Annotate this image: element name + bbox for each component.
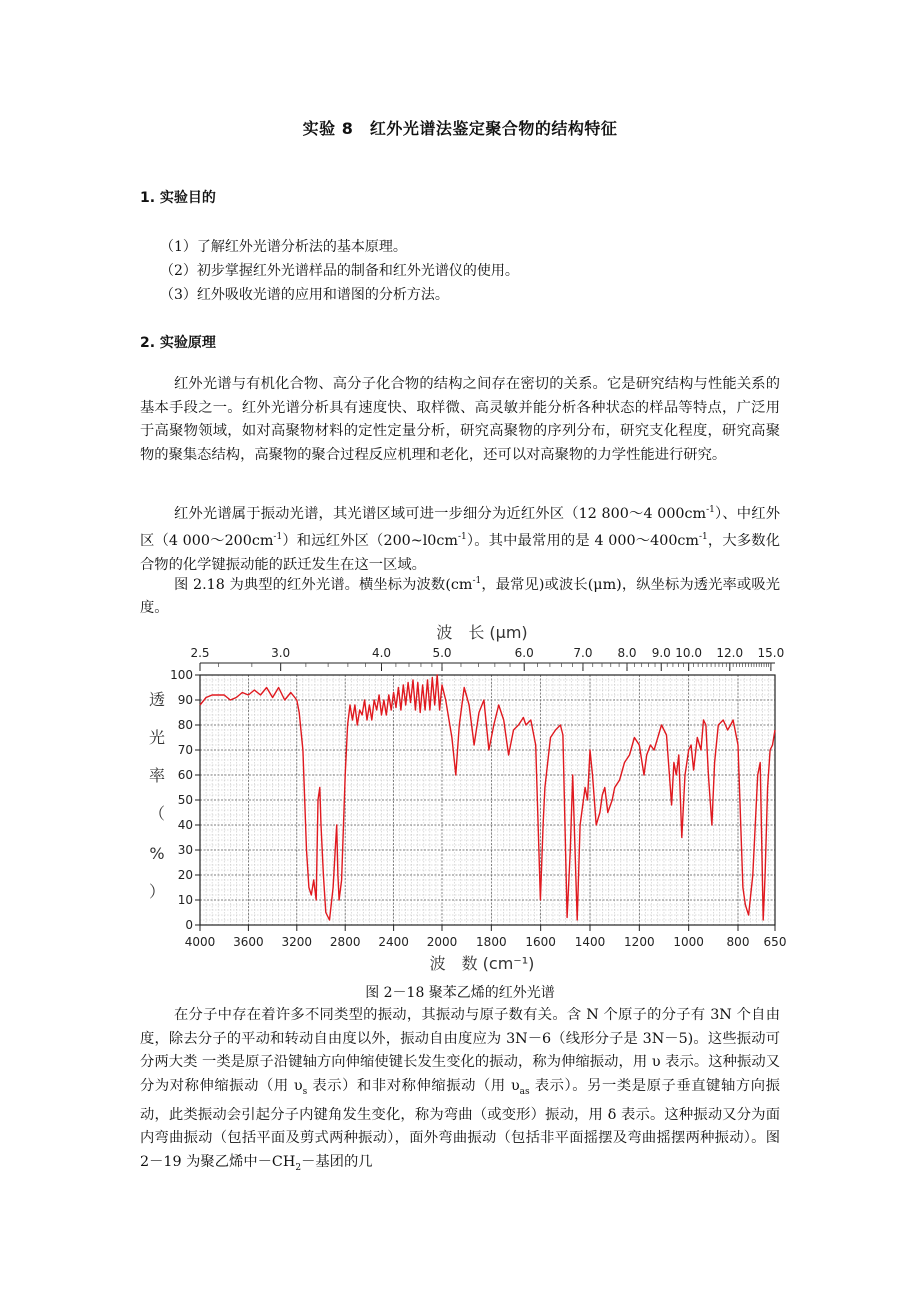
x-tick-label: 1000 [673, 935, 704, 949]
x-tick-label: 2800 [329, 935, 361, 949]
top-tick-label: 10.0 [675, 646, 703, 660]
x-tick-label: 3600 [233, 935, 264, 949]
y-tick-label: 40 [177, 818, 193, 832]
y-axis-label-char: % [149, 844, 165, 863]
purpose-item-2: （2）初步掌握红外光谱样品的制备和红外光谱仪的使用。 [160, 263, 519, 279]
top-tick-label: 4.0 [371, 646, 392, 660]
y-tick-label: 20 [177, 868, 193, 882]
x-tick-label: 650 [763, 935, 787, 949]
x-tick-label: 4000 [184, 935, 216, 949]
principle-paragraph-1: 红外光谱与有机化合物、高分子化合物的结构之间存在密切的关系。它是研究结构与性能关系的基本手段之一。红外光谱分析具有速度快、取样微、高灵敏并能分析各种状态的样品等特点，广泛用于高聚物领域，如对高聚物材料的定性定量分析，研究高聚物的序列分布，研究支化程度，研究高聚物的聚集态结构，高聚物的聚合过程反应机理和老化，还可以对高聚物的力学性能进行研究。 [140, 376, 780, 463]
x-tick-label: 2000 [426, 935, 458, 949]
chart-y-axis-label [149, 690, 165, 901]
x-tick-label: 3200 [281, 935, 313, 949]
purpose-item-1: （1）了解红外光谱分析法的基本原理。 [160, 239, 407, 255]
y-axis-label-char: 光 [148, 728, 166, 747]
principle-paragraph-3: 图 2.18 为典型的红外光谱。横坐标为波数($cm^{-1}$，最常见)或波长(μm)，纵坐标为透光率或吸光度。 [140, 576, 780, 617]
y-tick-label: 70 [177, 743, 193, 757]
y-tick-label: 80 [177, 718, 193, 732]
x-tick-label: 1200 [624, 935, 655, 949]
chart-x-ticks [185, 925, 787, 949]
top-tick-label: 2.5 [190, 646, 210, 660]
y-axis-label-char: （ [148, 804, 166, 823]
top-tick-label: 15.0 [757, 646, 785, 660]
figure-caption: 图 2－18 聚苯乙烯的红外光谱 [365, 985, 555, 1001]
y-axis-label-char: ） [148, 882, 166, 901]
page-title: 实验 8 红外光谱法鉴定聚合物的结构特征 [302, 119, 618, 138]
x-tick-label: 800 [726, 935, 750, 949]
top-tick-label: 5.0 [432, 646, 452, 660]
y-axis-label-char: 透 [148, 690, 166, 709]
chart-top-ticks [190, 646, 784, 671]
x-tick-label: 1400 [574, 935, 606, 949]
top-tick-label: 7.0 [573, 646, 593, 660]
principle-paragraph-2: 红外光谱属于振动光谱，其光谱区域可进一步细分为近红外区（12 800～4 $000cm^{-1}$）、中红外区（4 $000\sim 200cm^{-1}$）和远红外区$(200\sim l0cm^{-1})$。其中最常用的是 4 $000\sim 400cm^{-1}$，大多数化合物的化学键振动能的跃迁发生在这一区域。 [140, 505, 781, 573]
chart-top-axis-label: 波 长 (μm) [436, 623, 528, 642]
top-tick-label: 12.0 [716, 646, 744, 660]
x-tick-label: 2400 [378, 935, 409, 949]
y-tick-label: 10 [177, 893, 193, 907]
top-tick-label: 8.0 [617, 646, 637, 660]
chart-y-ticks [170, 668, 200, 932]
x-tick-label: 1600 [525, 935, 556, 949]
y-tick-label: 90 [177, 693, 193, 707]
section-heading-principle: 2. 实验原理 [140, 335, 216, 351]
principle-paragraph-4: 在分子中存在着许多不同类型的振动，其振动与原子数有关。含 N 个原子的分子有 3N 个自由度，除去分子的平动和转动自由度以外，振动自由度应为 3N－6（线形分子是 3N－5)。这些振动可分两大类 一类是原子沿键轴方向伸缩使键长发生变化的振动，称为伸缩振动，用 υ 表示。这种振动又分为对称伸缩振动（用 $\upsilon_s$ 表示）和非对称伸缩振动（用 $\upsilon_{as}$ 表示）。另一类是原子垂直键轴方向振动，此类振动会引起分子内键角发生变化，称为弯曲（或变形）振动，用 δ 表示。这种振动又分为面内弯曲振动（包括平面及剪式两种振动），面外弯曲振动（包括非平面摇摆及弯曲摇摆两种振动）。图 2－19 为聚乙烯中$-CH_2-$基团的几 [140, 1007, 780, 1173]
y-tick-label: 0 [185, 918, 193, 932]
ir-spectrum-chart [0, 615, 920, 980]
y-tick-label: 100 [170, 668, 193, 682]
section-heading-purpose: 1. 实验目的 [140, 190, 216, 206]
y-tick-label: 50 [177, 793, 193, 807]
top-tick-label: 3.0 [271, 646, 291, 660]
y-axis-label-char: 率 [148, 766, 166, 785]
chart-bottom-axis-label: 波 数 (cm⁻¹) [429, 954, 535, 973]
y-tick-label: 30 [177, 843, 193, 857]
x-tick-label: 1800 [476, 935, 507, 949]
top-tick-label: 6.0 [514, 646, 534, 660]
top-tick-label: 9.0 [651, 646, 671, 660]
purpose-item-3: （3）红外吸收光谱的应用和谱图的分析方法。 [160, 287, 449, 303]
y-tick-label: 60 [177, 768, 193, 782]
